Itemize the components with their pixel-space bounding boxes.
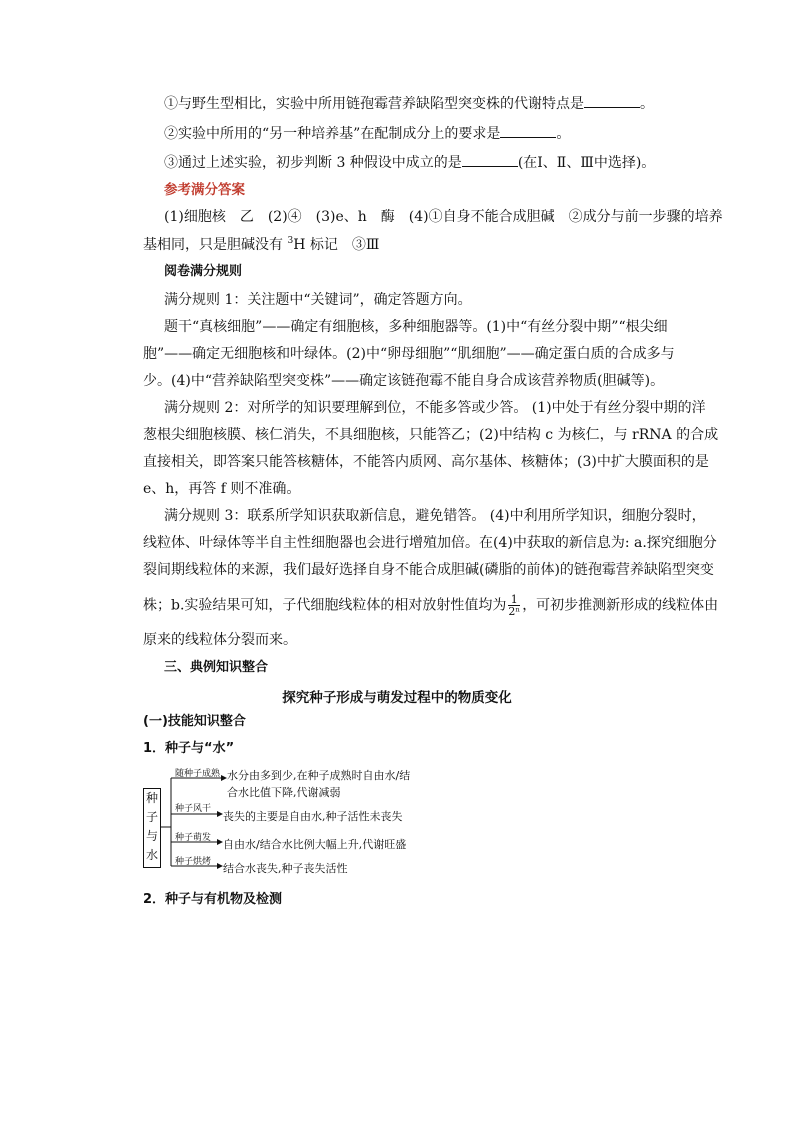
paragraph-1-line: 题干“真核细胞”——确定有细胞核，多种细胞器等。(1)中“有丝分裂中期”“根尖细 — [164, 319, 668, 335]
rules-heading: 阅卷满分规则 — [164, 264, 243, 279]
rule-3-line: 裂间期线粒体的来源，我们最好选择自身不能合成胆碱(磷脂的前体)的链孢霉营养缺陷型突变 — [143, 562, 714, 578]
branch-text: 结合水丧失,种子丧失活性 — [223, 862, 348, 875]
fraction: $\frac{1}{\text{2ⁿ}}$ — [508, 593, 521, 618]
rule-2-line: e、h，再答 f 则不准确。 — [143, 481, 301, 497]
paragraph-1-line: 少。(4)中“营养缺陷型突变株”——确定该链孢霉不能自身合成该营养物质(胆碱等)。 — [143, 373, 665, 389]
branch-text: 水分由多到少,在种子成熟时自由水/结 — [227, 769, 411, 782]
branch-label: 随种子成熟 — [175, 769, 221, 779]
branch-text: 自由水/结合水比例大幅上升,代谢旺盛 — [223, 838, 407, 851]
subsection-heading: (一)技能知识整合 — [143, 714, 246, 729]
rule-2-line: 满分规则 2：对所学的知识要理解到位，不能多答或少答。 (1)中处于有丝分裂中期的洋 — [164, 400, 706, 416]
branch-text: 丧失的主要是自由水,种子活性未丧失 — [223, 810, 403, 823]
section-title: 探究种子形成与萌发过程中的物质变化 — [282, 690, 512, 706]
answer-line-2: 基相同，只是胆碱没有 $^3$H 标记 ③Ⅲ — [143, 236, 380, 253]
answer-heading: 参考满分答案 — [164, 182, 245, 198]
rule-2-line: 直接相关，即答案只能答核糖体，不能答内质网、高尔基体、核糖体；(3)中扩大膜面积的是 — [143, 454, 709, 470]
answer-line-1: (1)细胞核 乙 (2)④ (3)e、h 酶 (4)①自身不能合成胆碱 ②成分与前一步骤的培养 — [164, 209, 723, 225]
rule-1: 满分规则 1：关注题中“关键词”，确定答题方向。 — [164, 292, 472, 308]
answer-blank — [500, 124, 556, 138]
item-heading: 2．种子与有机物及检测 — [143, 892, 283, 907]
branch-label: 种子烘烤 — [175, 857, 212, 867]
branch-label: 种子萌发 — [175, 833, 212, 843]
answer-blank — [584, 94, 640, 108]
rule-3-line: 原来的线粒体分裂而来。 — [143, 632, 297, 648]
diagram-box: 种 子 与 水 — [143, 788, 161, 868]
seed-water-diagram — [143, 764, 463, 875]
branch-text: 合水比值下降,代谢减弱 — [227, 786, 341, 799]
rule-3-line: 株；b.实验结果可知，子代细胞线粒体的相对放射性值均为 $\frac{1}{\text{2ⁿ}}$ ，可初步推测新形成的线粒体由 — [143, 593, 719, 618]
rule-2-line: 葱根尖细胞核膜、核仁消失，不具细胞核，只能答乙；(2)中结构 c 为核仁，与 rRNA 的合成 — [143, 427, 719, 443]
branch-label: 种子风干 — [175, 804, 212, 814]
item-heading: 1．种子与“水” — [143, 741, 235, 756]
question-1: ①与野生型相比，实验中所用链孢霉营养缺陷型突变株的代谢特点是 。 — [164, 96, 654, 112]
question-2: ②实验中所用的“另一种培养基”在配制成分上的要求是 。 — [164, 126, 571, 142]
paragraph-1-line: 胞”——确定无细胞核和叶绿体。(2)中“卵母细胞”“肌细胞”——确定蛋白质的合成多与 — [143, 346, 675, 362]
section-heading: 三、典例知识整合 — [164, 660, 269, 675]
rule-3-line: 满分规则 3：联系所学知识获取新信息，避免错答。 (4)中利用所学知识，细胞分裂时， — [164, 508, 706, 524]
rule-3-line: 线粒体、叶绿体等半自主性细胞器也会进行增殖加倍。在(4)中获取的新信息为: a.探究细胞分 — [143, 535, 717, 551]
question-3: ③通过上述实验，初步判断 3 种假设中成立的是 (在Ⅰ、Ⅱ、Ⅲ中选择)。 — [164, 155, 656, 171]
answer-blank — [462, 153, 518, 167]
